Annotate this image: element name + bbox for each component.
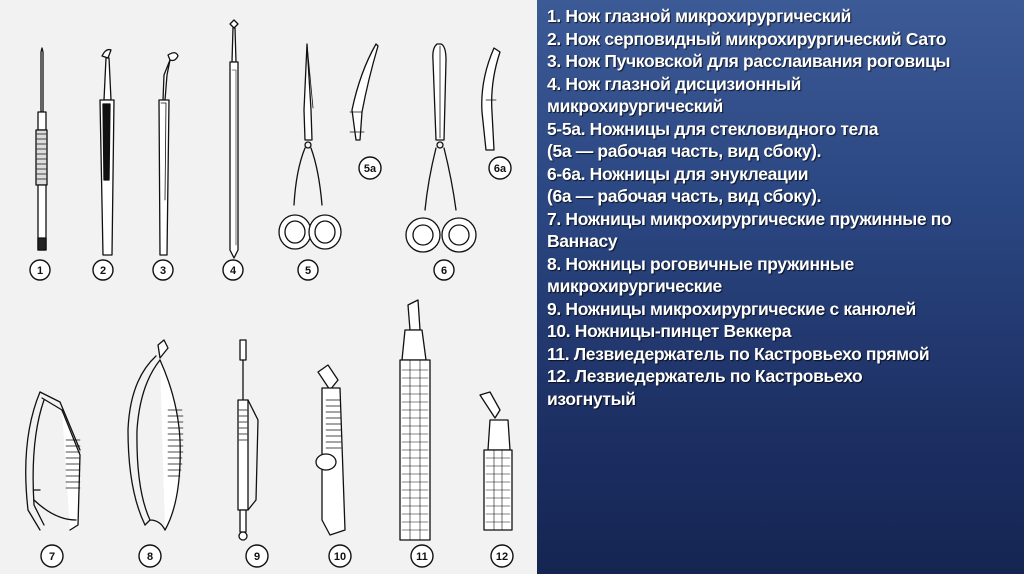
instrument-7-scissors	[26, 392, 80, 530]
label-2	[93, 260, 113, 280]
svg-text:5а: 5а	[363, 163, 377, 175]
label-6	[434, 260, 454, 280]
svg-text:11: 11	[416, 551, 428, 563]
instrument-4-knife	[230, 20, 238, 258]
legend-item: 2. Нож серповидный микрохирургический Сато	[547, 28, 947, 49]
instrument-8-scissors	[128, 340, 183, 530]
label-1	[30, 260, 50, 280]
legend-item: изогнутый	[547, 388, 636, 409]
legend-item: 3. Нож Пучковской для расслаивания роговицы	[547, 51, 951, 71]
legend-item: Ваннасу	[547, 231, 618, 251]
legend-item: микрохирургические	[547, 276, 722, 296]
svg-text:10: 10	[333, 551, 347, 563]
instrument-9-scissors	[238, 340, 258, 540]
legend-item: 10. Ножницы-пинцет Веккера	[547, 321, 792, 341]
legend-item: 12. Лезвиедержатель по Кастровьехо	[547, 366, 863, 386]
instrument-5a-side-view	[350, 44, 378, 140]
legend-item: (5а — рабочая часть, вид сбоку).	[547, 141, 822, 161]
label-6a	[489, 157, 511, 179]
instrument-6-scissors	[406, 44, 476, 252]
instrument-6a-side-view	[482, 48, 500, 150]
legend-item: 11. Лезвиедержатель по Кастровьехо прямой	[547, 343, 930, 364]
label-11	[411, 545, 433, 567]
instrument-11-blade-holder	[400, 300, 430, 540]
label-12	[491, 545, 513, 567]
label-3	[153, 260, 173, 280]
label-5a	[359, 157, 381, 179]
svg-text:6: 6	[440, 265, 448, 277]
instrument-3-knife	[159, 53, 178, 255]
instrument-1-knife	[36, 48, 47, 250]
legend-item: 8. Ножницы роговичные пружинные	[547, 253, 854, 274]
svg-text:9: 9	[253, 551, 261, 563]
legend-list	[547, 5, 1018, 410]
legend-item: 9. Ножницы микрохирургические с канюлей	[547, 298, 916, 319]
svg-text:12: 12	[495, 551, 509, 563]
label-4	[223, 260, 243, 280]
label-8	[139, 545, 161, 567]
legend-item: микрохирургический	[547, 96, 723, 116]
legend-item: 4. Нож глазной дисцизионный	[547, 73, 801, 94]
svg-text:7: 7	[48, 551, 56, 563]
instrument-5-scissors	[279, 44, 341, 249]
label-10	[329, 545, 351, 567]
svg-text:4: 4	[229, 265, 237, 277]
legend-item: 7. Ножницы микрохирургические пружинные по	[547, 208, 952, 229]
instrument-10-scissors-forceps	[316, 365, 345, 535]
legend-panel	[537, 0, 1024, 574]
svg-text:6а: 6а	[493, 163, 507, 175]
legend-item: (6а — рабочая часть, вид сбоку).	[547, 186, 822, 206]
label-9	[246, 545, 268, 567]
label-5	[298, 260, 318, 280]
svg-text:8: 8	[146, 551, 154, 563]
svg-text:2: 2	[99, 265, 107, 277]
legend-item: 1. Нож глазной микрохирургический	[547, 6, 852, 26]
svg-text:5: 5	[304, 265, 312, 277]
label-7	[41, 545, 63, 567]
instrument-2-sickle-knife	[100, 50, 114, 255]
svg-text:1: 1	[36, 265, 44, 277]
svg-text:3: 3	[159, 265, 167, 277]
legend-item: 6-6а. Ножницы для энуклеации	[547, 163, 809, 184]
legend-item: 5-5а. Ножницы для стекловидного тела	[547, 118, 879, 139]
instrument-12-blade-holder	[480, 392, 512, 530]
